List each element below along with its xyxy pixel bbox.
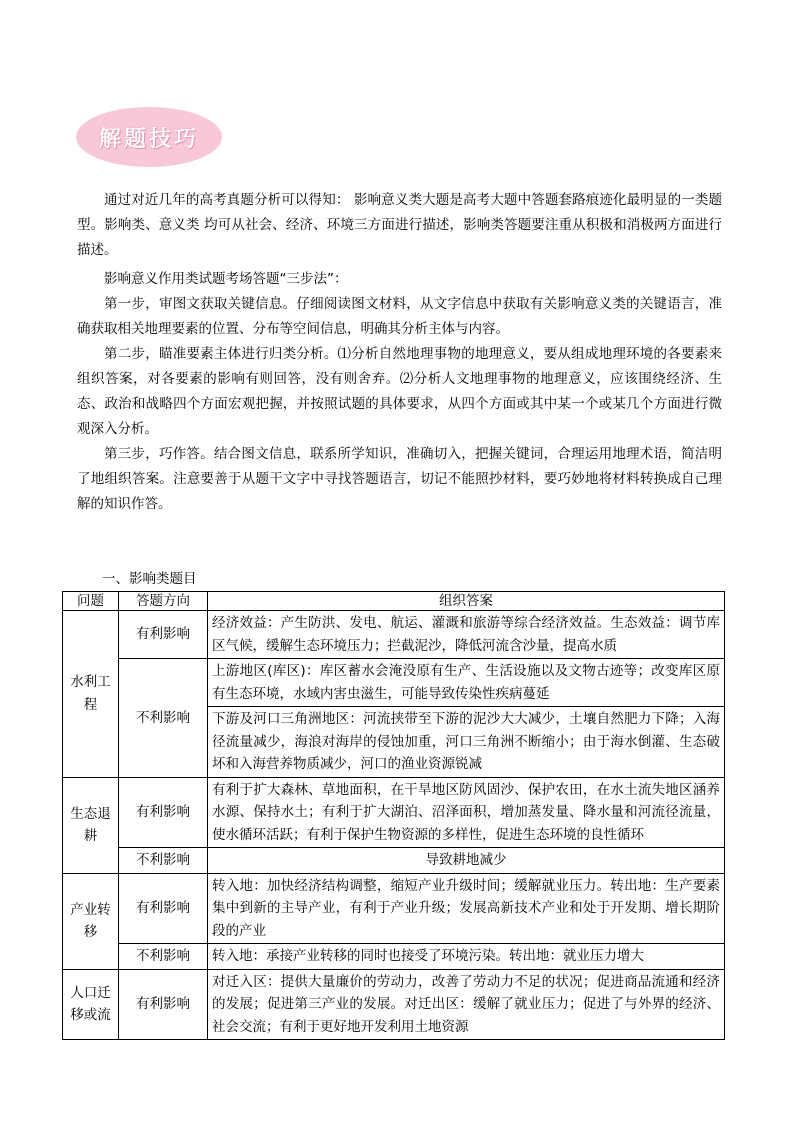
category-cell: 产业转移	[63, 873, 119, 969]
header-direction: 答题方向	[119, 592, 208, 611]
paragraph: 通过对近几年的高考真题分析可以得知： 影响意义类大题是高考大题中答题套路痕迹化最明显的一类题型。影响类、意义类 均可从社会、经济、环境三方面进行描述，影响类答题要注重从积极和消极两方面进行描述。	[77, 192, 722, 258]
table-row	[63, 969, 725, 1040]
answer-cell: 经济效益：产生防洪、发电、航运、灌溉和旅游等综合经济效益。生态效益：调节库区气候，缓解生态环境压力；拦截泥沙，降低河流含沙量，提高水质	[208, 611, 725, 659]
answer-cell: 转入地：承接产业转移的同时也接受了环境污染。转出地：就业压力增大	[208, 944, 725, 970]
category-cell: 水利工程	[63, 611, 119, 778]
table-row	[63, 611, 725, 659]
direction-cell: 有利影响	[119, 611, 208, 659]
section-title: 一、影响类题目	[102, 571, 197, 587]
direction-cell: 有利影响	[119, 777, 208, 848]
answer-cell: 对迁入区：提供大量廉价的劳动力，改善了劳动力不足的状况；促进商品流通和经济的发展；促进第三产业的发展。对迁出区：缓解了就业压力；促进了与外界的经济、社会交流；有利于更好地开发利用土地资源	[208, 969, 725, 1040]
answer-cell: 有利于扩大森林、草地面积，在干旱地区防风固沙、保护农田，在水土流失地区涵养水源、保持水土；有利于扩大湖泊、沼泽面积，增加蒸发量、降水量和河流径流量，使水循环活跃；有利于保护生物资源的多样性，促进生态环境的良性循环	[208, 777, 725, 848]
direction-cell: 不利影响	[119, 659, 208, 778]
paragraph: 第三步，巧作答。结合图文信息，联系所学知识，准确切入，把握关键词，合理运用地理术语，简洁明了地组织答案。注意要善于从题干文字中寻找答题语言，切记不能照抄材料，要巧妙地将材料转换成自己理解的知识作答。	[77, 446, 722, 512]
badge-label: 解题技巧	[98, 125, 199, 152]
table-header-row	[63, 592, 725, 611]
direction-cell: 不利影响	[119, 848, 208, 874]
answer-cell: 下游及河口三角洲地区：河流挟带至下游的泥沙大大减少，土壤自然肥力下降；入海径流量减少，海浪对海岸的侵蚀加重，河口三角洲不断缩小；由于海水倒灌、生态破坏和入海营养物质减少，河口的渔业资源锐减	[208, 707, 725, 778]
header-issue: 问题	[63, 592, 119, 611]
direction-cell: 不利影响	[119, 944, 208, 970]
category-cell: 生态退耕	[63, 777, 119, 873]
table-row	[63, 659, 725, 707]
section-badge	[76, 107, 222, 167]
table-row	[63, 777, 725, 848]
answer-cell: 转入地：加快经济结构调整，缩短产业升级时间；缓解就业压力。转出地：生产要素集中到新的主导产业，有利于产业升级；发展高新技术产业和处于开发期、增长期阶段的产业	[208, 873, 725, 944]
table-row	[63, 848, 725, 874]
paragraph: 第一步，审图文获取关键信息。仔细阅读图文材料，从文字信息中获取有关影响意义类的关键语言，准确获取相关地理要素的位置、分布等空间信息，明确其分析主体与内容。	[77, 296, 722, 337]
answer-cell: 导致耕地减少	[208, 848, 725, 874]
paragraph: 第二步，瞄准要素主体进行归类分析。⑴分析自然地理事物的地理意义，要从组成地理环境的各要素来组织答案，对各要素的影响有则回答，没有则舍弃。⑵分析人文地理事物的地理意义，应该围绕经济、生态、政治和战略四个方面宏观把握，并按照试题的具体要求，从四个方面或其中某一个或某几个方面进行微观深入分析。	[77, 346, 722, 437]
category-cell: 人口迁移或流	[63, 969, 119, 1040]
impact-table	[62, 591, 725, 1040]
intro-text	[77, 188, 722, 517]
direction-cell: 有利影响	[119, 873, 208, 944]
table-row	[63, 944, 725, 970]
paragraph: 影响意义作用类试题考场答题“三步法”：	[104, 271, 348, 287]
answer-cell: 上游地区(库区)：库区蓄水会淹没原有生产、生活设施以及文物古迹等；改变库区原有生态环境，水域内害虫滋生，可能导致传染性疾病蔓延	[208, 659, 725, 707]
direction-cell: 有利影响	[119, 969, 208, 1040]
header-answer: 组织答案	[208, 592, 725, 611]
table-row	[63, 873, 725, 944]
